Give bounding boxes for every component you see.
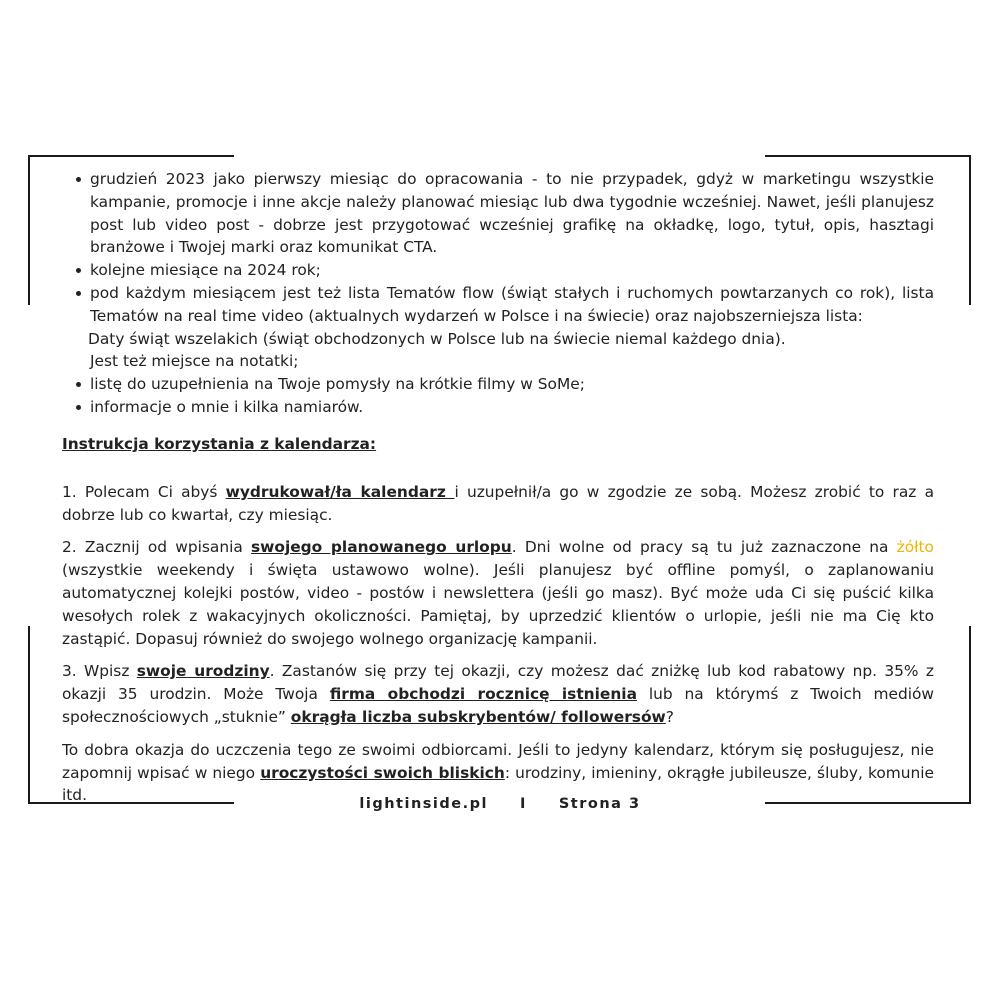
emphasis-text: uroczystości swoich bliskich bbox=[260, 763, 505, 782]
bullet-item: informacje o mnie i kilka namiarów. bbox=[90, 396, 934, 419]
text-span: . Zastanów się przy tej okazji, czy możesz dać zniżkę lub kod rabatowy np. 35% z okazji 35 urodzin. Może Twoja bbox=[62, 662, 934, 704]
paragraph-1 bbox=[62, 481, 934, 527]
text-span: ? bbox=[665, 707, 674, 726]
text-span: : urodziny, imieniny, okrągłe jubileusze, śluby, komunie itd. bbox=[62, 763, 934, 805]
frame-bottom-right-vertical bbox=[969, 626, 971, 804]
footer-separator: I bbox=[519, 796, 527, 812]
highlight-yellow-text: żółto bbox=[896, 538, 934, 557]
frame-bottom-left-vertical bbox=[28, 626, 30, 804]
frame-top-right-horizontal bbox=[765, 155, 971, 157]
emphasis-text: firma obchodzi rocznicę istnienia bbox=[329, 685, 637, 704]
bullet-item: listę do uzupełnienia na Twoje pomysły na krótkie filmy w SoMe; bbox=[90, 373, 934, 396]
footer-site: lightinside.pl bbox=[359, 796, 488, 812]
text-span: 1. Polecam Ci abyś bbox=[62, 482, 226, 501]
list-subline: Jest też miejsce na notatki; bbox=[90, 352, 299, 371]
bullet-item: kolejne miesiące na 2024 rok; bbox=[90, 259, 934, 282]
emphasis-text: swoje urodziny bbox=[136, 662, 270, 681]
text-span: To dobra okazja do uczczenia tego ze swoimi odbiorcami. Jeśli to jedyny kalendarz, którym się posługujesz, nie zapomnij wpisać w niego bbox=[62, 740, 934, 782]
bullet-list-bottom bbox=[62, 373, 934, 419]
frame-top-left-horizontal bbox=[28, 155, 234, 157]
text-span: i uzupełnił/a go w zgodzie ze sobą. Możesz zrobić to raz a dobrze lub co kwartał, czy miesiąc. bbox=[62, 482, 934, 524]
bullet-list-top bbox=[62, 168, 934, 328]
document-content bbox=[62, 168, 934, 817]
page-footer bbox=[0, 796, 1000, 812]
text-span: 2. Zacznij od wpisania bbox=[62, 538, 251, 557]
frame-top-left-vertical bbox=[28, 155, 30, 305]
section-title: Instrukcja korzystania z kalendarza: bbox=[62, 434, 377, 453]
bullet-item: pod każdym miesiącem jest też lista Tematów flow (świąt stałych i ruchomych powtarzanych co rok), lista Tematów na real time video (aktualnych wydarzeń w Polsce i na świecie) oraz najobszerniejsza lista: bbox=[90, 282, 934, 328]
paragraph-3 bbox=[62, 660, 934, 728]
paragraph-2 bbox=[62, 536, 934, 650]
emphasis-text: okrągła liczba subskrybentów/ followersów bbox=[290, 707, 666, 726]
text-span: lub na którymś z Twoich mediów społecznościowych „stuknie” bbox=[62, 685, 935, 726]
frame-top-right-vertical bbox=[969, 155, 971, 305]
bullet-item: grudzień 2023 jako pierwszy miesiąc do opracowania - to nie przypadek, gdyż w marketingu wszystkie kampanie, promocje i inne akcje należy planować miesiąc lub dwa tygodnie wcześniej. Nawet, jeśli planujesz post lub video post - dobrze jest przygotować wcześniej grafikę na okładkę, logo, tytuł, opis, hasztagi branżowe i Twojej marki oraz komunikat CTA. bbox=[90, 168, 934, 259]
text-span: . Dni wolne od pracy są tu już zaznaczone na bbox=[511, 538, 897, 557]
text-span: (wszystkie weekendy i święta ustawowo wolne). Jeśli planujesz być offline pomyśl, o zaplanowaniu automatycznej kolejki postów, video - postów i newslettera (jeśli go masz). Być może uda Ci się puścić kilka wesołych rolek z wakacyjnych okoliczności. Pamiętaj, by uprzedzić klientów o urlopie, jeśli nie ma Cię kto zastąpić. Dopasuj również do swojego wolnego organizację kampanii. bbox=[62, 561, 934, 648]
list-subline: Daty świąt wszelakich (świąt obchodzonych w Polsce lub na świecie niemal każdego dnia). bbox=[88, 329, 786, 348]
emphasis-text: wydrukował/ła kalendarz bbox=[225, 482, 455, 501]
text-span: 3. Wpisz bbox=[62, 662, 137, 681]
footer-page-number: Strona 3 bbox=[558, 796, 641, 812]
emphasis-text: swojego planowanego urlopu bbox=[251, 538, 512, 557]
